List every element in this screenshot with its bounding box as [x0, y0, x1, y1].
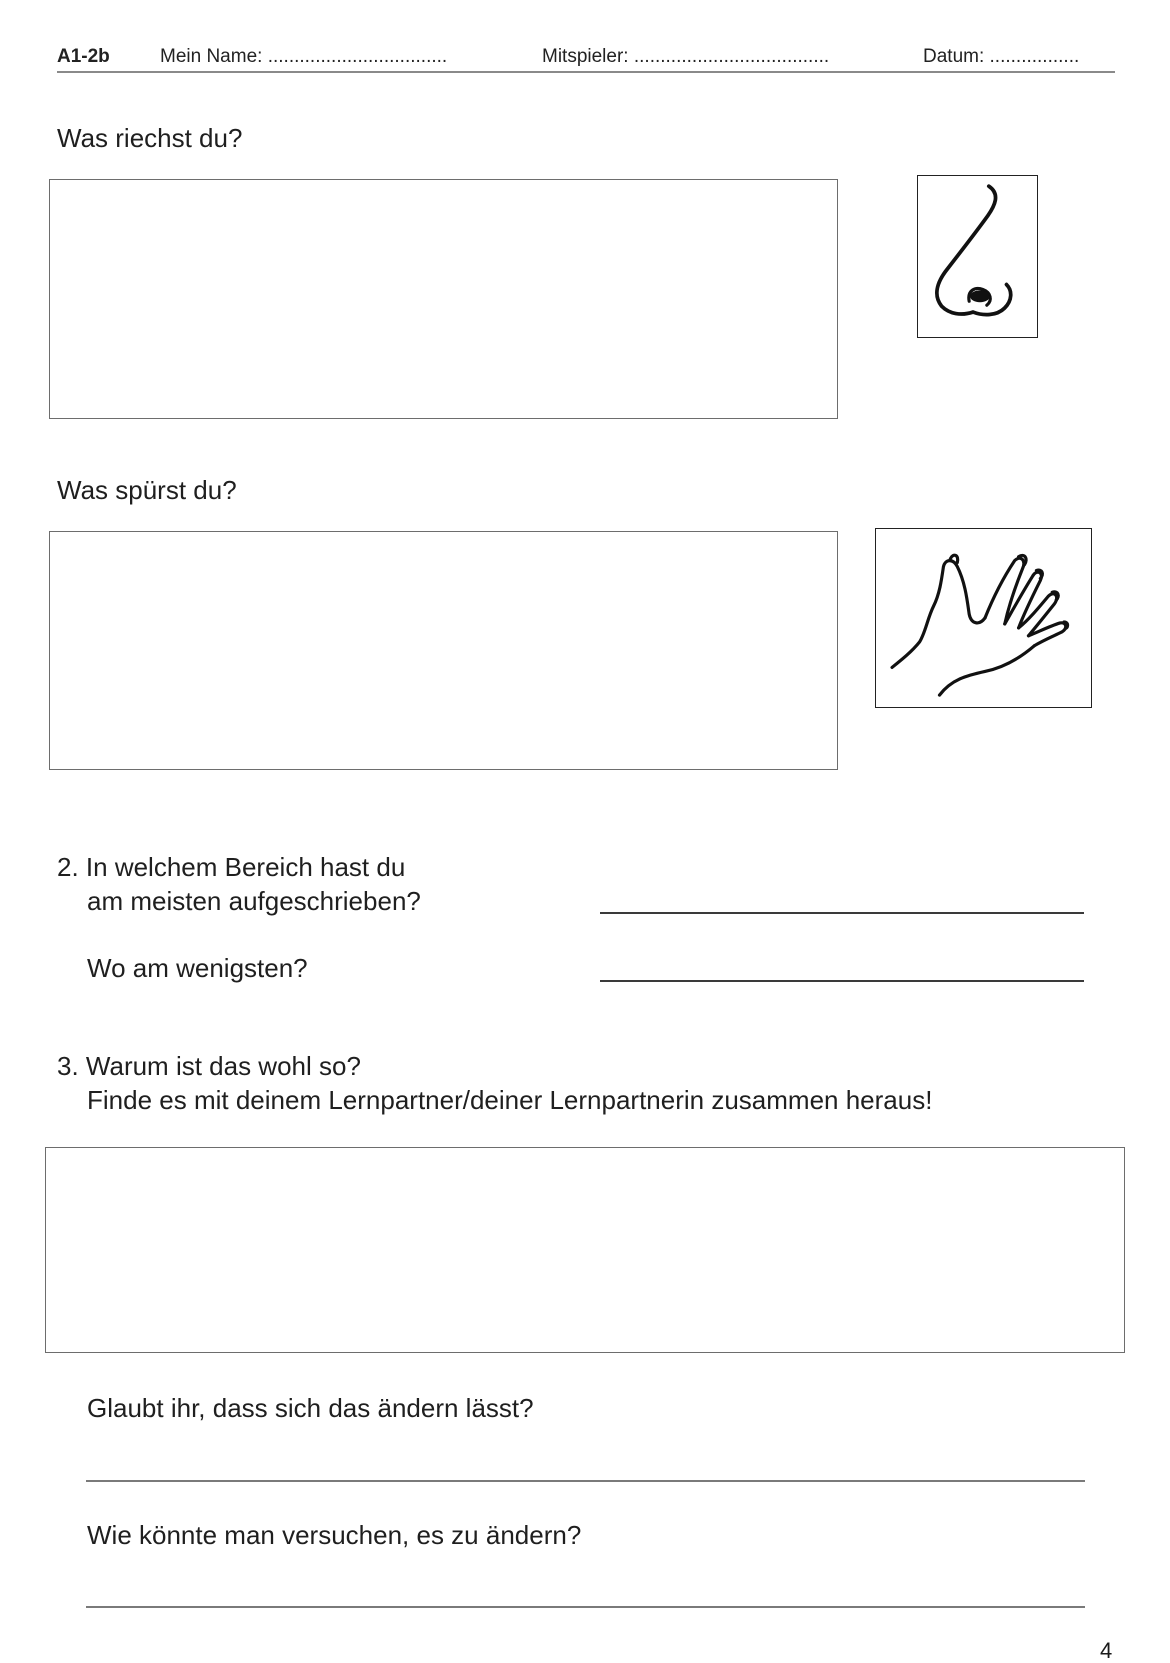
- nose-icon-box: [917, 175, 1038, 338]
- task3-instruction: Finde es mit deinem Lernpartner/deiner Lernpartnerin zusammen heraus!: [87, 1085, 933, 1115]
- task2-most-answer-line[interactable]: [600, 912, 1084, 914]
- touch-question: Was spürst du?: [57, 475, 237, 505]
- date-field-label: Datum: .................: [923, 46, 1080, 67]
- smell-question: Was riechst du?: [57, 123, 243, 153]
- touch-answer-box[interactable]: [49, 531, 838, 770]
- partner-field-label: Mitspieler: .....................................: [542, 46, 830, 67]
- followup-question-how-change: Wie könnte man versuchen, es zu ändern?: [87, 1520, 582, 1550]
- nose-icon: [918, 176, 1037, 337]
- task2-least-answer-line[interactable]: [600, 980, 1084, 982]
- followup-question-change-possible: Glaubt ihr, dass sich das ändern lässt?: [87, 1393, 534, 1423]
- followup-answer-line-1[interactable]: [86, 1480, 1085, 1482]
- hand-icon: [876, 529, 1091, 707]
- task2-least-question: Wo am wenigsten?: [87, 953, 308, 983]
- task3-answer-box[interactable]: [45, 1147, 1125, 1353]
- worksheet-code: A1-2b: [57, 46, 110, 67]
- smell-answer-box[interactable]: [49, 179, 838, 419]
- task2-most-question: am meisten aufgeschrieben?: [87, 886, 421, 916]
- name-field-label: Mein Name: ..................................: [160, 46, 448, 67]
- task3-heading: 3. Warum ist das wohl so?: [57, 1051, 361, 1081]
- header-divider: [57, 71, 1115, 73]
- followup-answer-line-2[interactable]: [86, 1606, 1085, 1608]
- task2-heading: 2. In welchem Bereich hast du: [57, 852, 406, 882]
- hand-icon-box: [875, 528, 1092, 708]
- page-number: 4: [1100, 1638, 1113, 1663]
